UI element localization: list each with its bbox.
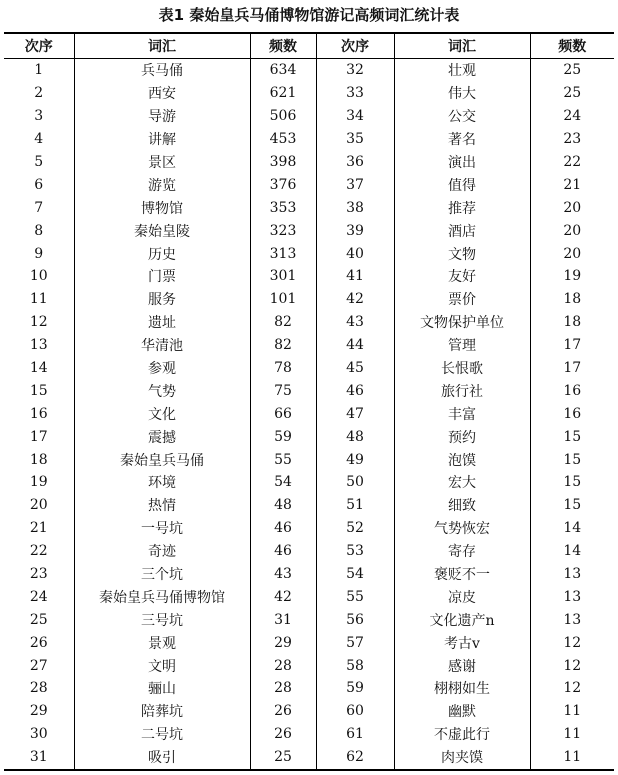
cell-rank-left: 10 [4,265,74,288]
cell-freq-right: 14 [563,543,582,560]
cell-freq-right: 23 [563,131,582,148]
cell-word-right: 票价 [394,288,530,311]
cell-word-right: 肉夹馍 [394,746,530,770]
cell-freq-left: 31 [250,608,316,631]
cell-word-left: 参观 [74,357,250,380]
cell-word-right: 演出 [394,151,530,174]
cell-freq-right: 13 [563,611,582,628]
cell-freq-left: 55 [250,448,316,471]
cell-freq-left: 323 [250,219,316,242]
cell-word-right: 幽默 [394,700,530,723]
table-row [4,471,614,494]
cell-rank-left: 23 [4,563,74,586]
cell-rank-right: 36 [316,151,394,174]
cell-word-left: 陪葬坑 [74,700,250,723]
table-row [4,654,614,677]
cell-word-left: 吸引 [74,746,250,770]
cell-word-right: 栩栩如生 [394,677,530,700]
table-row [4,723,614,746]
cell-rank-left: 1 [4,59,74,82]
cell-word-right: 预约 [394,425,530,448]
cell-rank-left: 29 [4,700,74,723]
cell-freq-left: 26 [250,700,316,723]
cell-word-right: 旅行社 [394,379,530,402]
table-row [4,265,614,288]
cell-rank-right: 59 [316,677,394,700]
cell-freq-left: 453 [250,128,316,151]
header-freq-left: 频数 [250,33,316,59]
cell-freq-right: 25 [563,62,582,79]
cell-rank-left: 2 [4,82,74,105]
cell-word-left: 震撼 [74,425,250,448]
cell-freq-right: 18 [563,314,582,331]
cell-word-left: 导游 [74,105,250,128]
cell-rank-left: 24 [4,585,74,608]
table-row [4,311,614,334]
table-row [4,402,614,425]
cell-word-right: 推荐 [394,196,530,219]
table-row [4,448,614,471]
cell-rank-left: 26 [4,631,74,654]
table-row [4,563,614,586]
cell-rank-right: 55 [316,585,394,608]
cell-freq-right: 15 [563,451,582,468]
cell-freq-right: 15 [563,497,582,514]
header-rank-right: 次序 [316,33,394,59]
cell-rank-left: 16 [4,402,74,425]
cell-word-right: 感谢 [394,654,530,677]
cell-rank-right: 43 [316,311,394,334]
cell-freq-left: 101 [250,288,316,311]
cell-rank-right: 32 [316,59,394,82]
table-row [4,82,614,105]
cell-rank-right: 44 [316,334,394,357]
cell-freq-left: 506 [250,105,316,128]
cell-word-right: 值得 [394,173,530,196]
cell-freq-left: 42 [250,585,316,608]
cell-freq-left: 29 [250,631,316,654]
table-row [4,677,614,700]
table-row [4,105,614,128]
cell-rank-left: 15 [4,379,74,402]
cell-rank-left: 6 [4,173,74,196]
table-row [4,608,614,631]
cell-freq-right: 15 [563,474,582,491]
cell-word-left: 兵马俑 [74,59,250,82]
cell-rank-left: 21 [4,517,74,540]
cell-word-left: 环境 [74,471,250,494]
cell-word-right: 细致 [394,494,530,517]
cell-rank-right: 37 [316,173,394,196]
cell-word-left: 博物馆 [74,196,250,219]
cell-rank-left: 28 [4,677,74,700]
cell-word-right: 管理 [394,334,530,357]
cell-rank-left: 31 [4,746,74,770]
cell-rank-right: 38 [316,196,394,219]
cell-rank-left: 3 [4,105,74,128]
table-row [4,288,614,311]
cell-word-left: 游览 [74,173,250,196]
cell-freq-left: 25 [250,746,316,770]
table-row [4,219,614,242]
cell-rank-right: 58 [316,654,394,677]
cell-word-left: 文明 [74,654,250,677]
cell-rank-right: 61 [316,723,394,746]
cell-freq-right: 12 [563,680,582,697]
cell-freq-right: 20 [563,245,582,262]
cell-word-left: 景区 [74,151,250,174]
cell-rank-left: 7 [4,196,74,219]
cell-freq-left: 353 [250,196,316,219]
cell-word-right: 文化遗产n [394,608,530,631]
cell-rank-right: 33 [316,82,394,105]
table-row [4,334,614,357]
cell-rank-right: 52 [316,517,394,540]
header-word-left: 词汇 [74,33,250,59]
cell-word-left: 景观 [74,631,250,654]
cell-word-right: 文物 [394,242,530,265]
cell-rank-left: 17 [4,425,74,448]
cell-word-right: 不虚此行 [394,723,530,746]
cell-rank-right: 42 [316,288,394,311]
cell-word-left: 一号坑 [74,517,250,540]
cell-freq-left: 621 [250,82,316,105]
table-title: 表1 秦始皇兵马俑博物馆游记高频词汇统计表 [158,6,460,24]
cell-rank-right: 60 [316,700,394,723]
cell-freq-left: 313 [250,242,316,265]
cell-word-left: 遗址 [74,311,250,334]
cell-rank-right: 50 [316,471,394,494]
cell-rank-left: 13 [4,334,74,357]
cell-word-right: 宏大 [394,471,530,494]
cell-rank-right: 34 [316,105,394,128]
table-row [4,700,614,723]
cell-freq-left: 59 [250,425,316,448]
cell-word-left: 历史 [74,242,250,265]
cell-rank-right: 51 [316,494,394,517]
cell-freq-right: 16 [563,405,582,422]
table-row [4,242,614,265]
cell-freq-left: 28 [250,677,316,700]
cell-rank-right: 49 [316,448,394,471]
cell-rank-right: 45 [316,357,394,380]
cell-freq-right: 20 [563,199,582,216]
cell-word-right: 文物保护单位 [394,311,530,334]
cell-word-right: 长恨歌 [394,357,530,380]
table-row [4,59,614,82]
cell-freq-right: 21 [563,176,582,193]
cell-freq-right: 12 [563,657,582,674]
table-header-row [4,33,614,59]
cell-freq-left: 82 [250,311,316,334]
cell-word-left: 二号坑 [74,723,250,746]
cell-word-right: 考古v [394,631,530,654]
cell-word-right: 著名 [394,128,530,151]
cell-freq-right: 18 [563,291,582,308]
cell-word-right: 寄存 [394,540,530,563]
cell-word-left: 门票 [74,265,250,288]
cell-word-right: 泡馍 [394,448,530,471]
cell-word-left: 奇迹 [74,540,250,563]
cell-rank-right: 56 [316,608,394,631]
cell-word-left: 服务 [74,288,250,311]
cell-rank-left: 9 [4,242,74,265]
cell-freq-right: 16 [563,382,582,399]
cell-rank-right: 53 [316,540,394,563]
cell-word-left: 三号坑 [74,608,250,631]
cell-freq-right: 15 [563,428,582,445]
cell-rank-right: 41 [316,265,394,288]
cell-word-left: 热情 [74,494,250,517]
cell-word-right: 丰富 [394,402,530,425]
table-row [4,173,614,196]
table-row [4,746,614,770]
table-row [4,540,614,563]
cell-rank-right: 40 [316,242,394,265]
cell-rank-right: 57 [316,631,394,654]
cell-rank-left: 25 [4,608,74,631]
cell-word-right: 凉皮 [394,585,530,608]
cell-freq-left: 54 [250,471,316,494]
cell-freq-left: 301 [250,265,316,288]
cell-word-left: 文化 [74,402,250,425]
cell-rank-right: 35 [316,128,394,151]
cell-rank-right: 62 [316,746,394,770]
cell-freq-right: 25 [563,85,582,102]
cell-word-right: 褒贬不一 [394,563,530,586]
table-row [4,379,614,402]
cell-freq-right: 22 [563,154,582,170]
cell-rank-right: 39 [316,219,394,242]
cell-freq-left: 75 [250,379,316,402]
table-row [4,151,614,174]
cell-rank-right: 46 [316,379,394,402]
cell-freq-right: 13 [563,566,582,583]
table-row [4,585,614,608]
cell-freq-left: 43 [250,563,316,586]
cell-freq-right: 14 [563,520,582,537]
cell-rank-left: 5 [4,151,74,174]
cell-freq-left: 48 [250,494,316,517]
cell-freq-left: 66 [250,402,316,425]
cell-freq-left: 82 [250,334,316,357]
cell-word-left: 秦始皇陵 [74,219,250,242]
cell-rank-left: 18 [4,448,74,471]
cell-rank-left: 14 [4,357,74,380]
cell-rank-left: 22 [4,540,74,563]
cell-freq-right: 13 [563,588,582,605]
cell-word-left: 讲解 [74,128,250,151]
cell-freq-right: 11 [563,703,582,720]
table-row [4,128,614,151]
cell-rank-left: 19 [4,471,74,494]
cell-freq-right: 19 [563,268,582,285]
word-frequency-table [4,32,614,771]
table-row [4,196,614,219]
cell-word-right: 公交 [394,105,530,128]
header-rank-left: 次序 [4,33,74,59]
cell-freq-right: 11 [563,726,582,743]
table-row [4,357,614,380]
table-row [4,425,614,448]
table-row [4,631,614,654]
cell-freq-left: 46 [250,540,316,563]
cell-rank-left: 4 [4,128,74,151]
cell-freq-left: 46 [250,517,316,540]
cell-word-left: 秦始皇兵马俑博物馆 [74,585,250,608]
cell-freq-right: 11 [563,749,582,766]
cell-freq-left: 26 [250,723,316,746]
cell-word-left: 气势 [74,379,250,402]
cell-word-right: 气势恢宏 [394,517,530,540]
cell-word-right: 酒店 [394,219,530,242]
cell-rank-right: 48 [316,425,394,448]
cell-freq-right: 17 [563,360,582,377]
cell-word-right: 伟大 [394,82,530,105]
cell-freq-left: 398 [250,151,316,174]
cell-rank-left: 20 [4,494,74,517]
cell-freq-left: 28 [250,654,316,677]
cell-rank-right: 54 [316,563,394,586]
cell-rank-left: 27 [4,654,74,677]
cell-freq-left: 634 [250,59,316,82]
cell-word-left: 骊山 [74,677,250,700]
cell-freq-right: 24 [563,108,582,125]
table-row [4,517,614,540]
cell-freq-right: 20 [563,222,582,239]
cell-rank-right: 47 [316,402,394,425]
cell-freq-right: 17 [563,337,582,354]
table-body [4,59,614,770]
cell-word-left: 西安 [74,82,250,105]
cell-rank-left: 11 [4,288,74,311]
cell-word-left: 秦始皇兵马俑 [74,448,250,471]
table-row [4,494,614,517]
cell-word-right: 壮观 [394,59,530,82]
cell-freq-right: 12 [563,634,582,651]
header-freq-right: 频数 [558,39,587,55]
cell-word-left: 华清池 [74,334,250,357]
cell-rank-left: 8 [4,219,74,242]
cell-word-right: 友好 [394,265,530,288]
cell-word-left: 三个坑 [74,563,250,586]
cell-freq-left: 376 [250,173,316,196]
header-word-right: 词汇 [394,33,530,59]
cell-rank-left: 12 [4,311,74,334]
cell-freq-left: 78 [250,357,316,380]
cell-rank-left: 30 [4,723,74,746]
